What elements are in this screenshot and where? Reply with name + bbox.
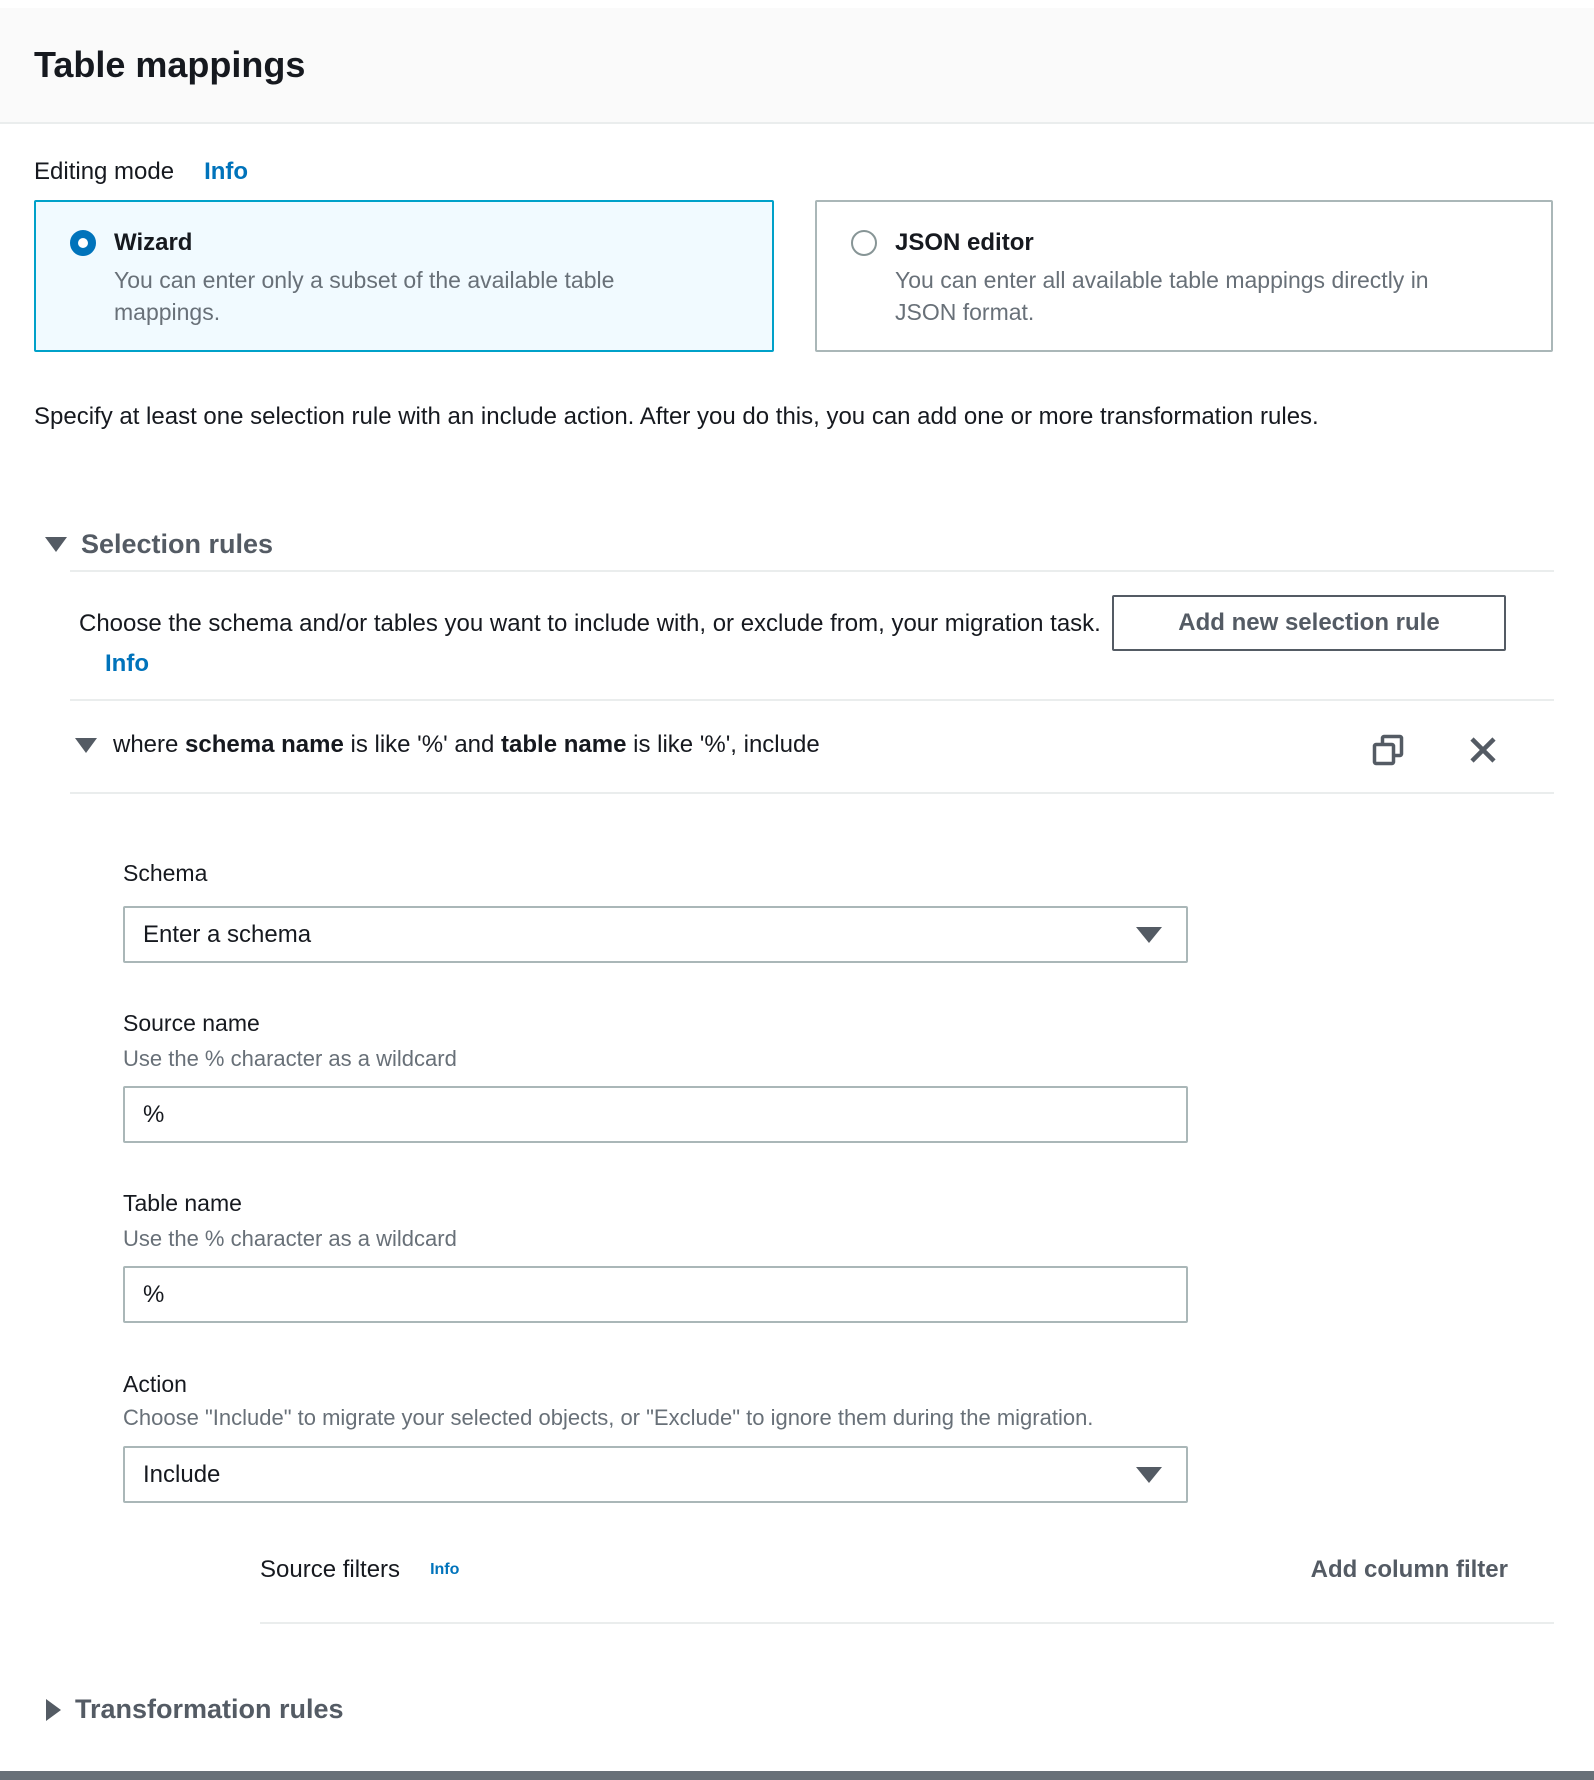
editing-mode-option-json-editor[interactable]: [815, 200, 1553, 352]
transformation-rules-title: Transformation rules: [75, 1694, 344, 1724]
transformation-rules-section-header[interactable]: [46, 1694, 344, 1725]
action-select[interactable]: [123, 1446, 1188, 1503]
editing-mode-label: Editing mode: [34, 158, 175, 185]
chevron-right-icon: [46, 1699, 61, 1721]
remove-rule-button[interactable]: [1468, 735, 1498, 765]
selection-rules-info-link[interactable]: Info: [105, 650, 149, 677]
selection-rules-title: Selection rules: [81, 529, 274, 559]
wizard-option-description: You can enter only a subset of the available table mappings.: [114, 267, 615, 325]
copy-icon: [1371, 733, 1405, 767]
dropdown-arrow-icon: [1136, 1467, 1162, 1483]
bottom-scrollbar-track: [0, 1771, 1594, 1780]
rule-summary-table-name: table name: [501, 731, 627, 758]
chevron-down-icon: [45, 537, 67, 552]
rule-summary-part: is like '%', include: [626, 731, 820, 758]
editing-mode-option-wizard[interactable]: [34, 200, 774, 352]
editing-mode-row: [34, 158, 248, 186]
source-filters-row: [260, 1556, 1508, 1584]
radio-selected-icon[interactable]: [70, 230, 96, 256]
selection-rules-description: Choose the schema and/or tables you want to include with, or exclude from, your migration task.: [79, 610, 1101, 637]
wizard-card-text: [114, 226, 659, 350]
action-label: Action: [123, 1371, 187, 1397]
json-editor-option-label: JSON editor: [895, 229, 1034, 256]
table-name-input[interactable]: [123, 1266, 1188, 1323]
selection-rule-header-row: [75, 731, 820, 759]
rule-summary-part: where: [113, 731, 186, 758]
rule-summary-text: [113, 731, 820, 759]
selection-rules-description-block: [79, 604, 1119, 684]
divider: [70, 699, 1554, 701]
schema-select[interactable]: [123, 906, 1188, 963]
schema-select-value: Enter a schema: [143, 920, 312, 948]
add-new-selection-rule-button[interactable]: Add new selection rule: [1112, 595, 1506, 651]
add-column-filter-button[interactable]: Add column filter: [1310, 1556, 1508, 1583]
rule-summary-schema-name: schema name: [185, 731, 344, 758]
source-name-label: Source name: [123, 1010, 260, 1036]
divider: [70, 570, 1554, 572]
source-filters-info-link[interactable]: Info: [430, 1561, 460, 1578]
dropdown-arrow-icon: [1136, 927, 1162, 943]
selection-rules-section-header[interactable]: [45, 529, 273, 560]
table-name-help: Use the % character as a wildcard: [123, 1226, 457, 1251]
page-title: Table mappings: [34, 44, 306, 85]
divider: [260, 1622, 1554, 1624]
schema-label: Schema: [123, 860, 208, 886]
divider: [70, 792, 1554, 794]
rule-expand-chevron-down-icon[interactable]: [75, 738, 97, 753]
json-editor-option-description: You can enter all available table mappings directly in JSON format.: [895, 267, 1429, 325]
source-name-input[interactable]: [123, 1086, 1188, 1143]
duplicate-rule-button[interactable]: [1371, 733, 1405, 767]
rule-summary-part: is like '%' and: [343, 731, 502, 758]
editing-mode-info-link[interactable]: Info: [204, 158, 249, 185]
panel-header: [0, 8, 1594, 124]
action-help: Choose "Include" to migrate your selected objects, or "Exclude" to ignore them during the migration.: [123, 1405, 1094, 1430]
wizard-option-label: Wizard: [114, 229, 193, 256]
json-editor-card-text: [895, 226, 1470, 350]
table-name-label: Table name: [123, 1190, 242, 1216]
source-filters-label: Source filters: [260, 1556, 401, 1583]
intro-text: Specify at least one selection rule with an include action. After you do this, you can add one or more transformation rules.: [34, 403, 1319, 430]
source-name-help: Use the % character as a wildcard: [123, 1046, 457, 1071]
radio-unselected-icon[interactable]: [851, 230, 877, 256]
close-icon: [1468, 735, 1498, 765]
action-select-value: Include: [143, 1460, 221, 1488]
